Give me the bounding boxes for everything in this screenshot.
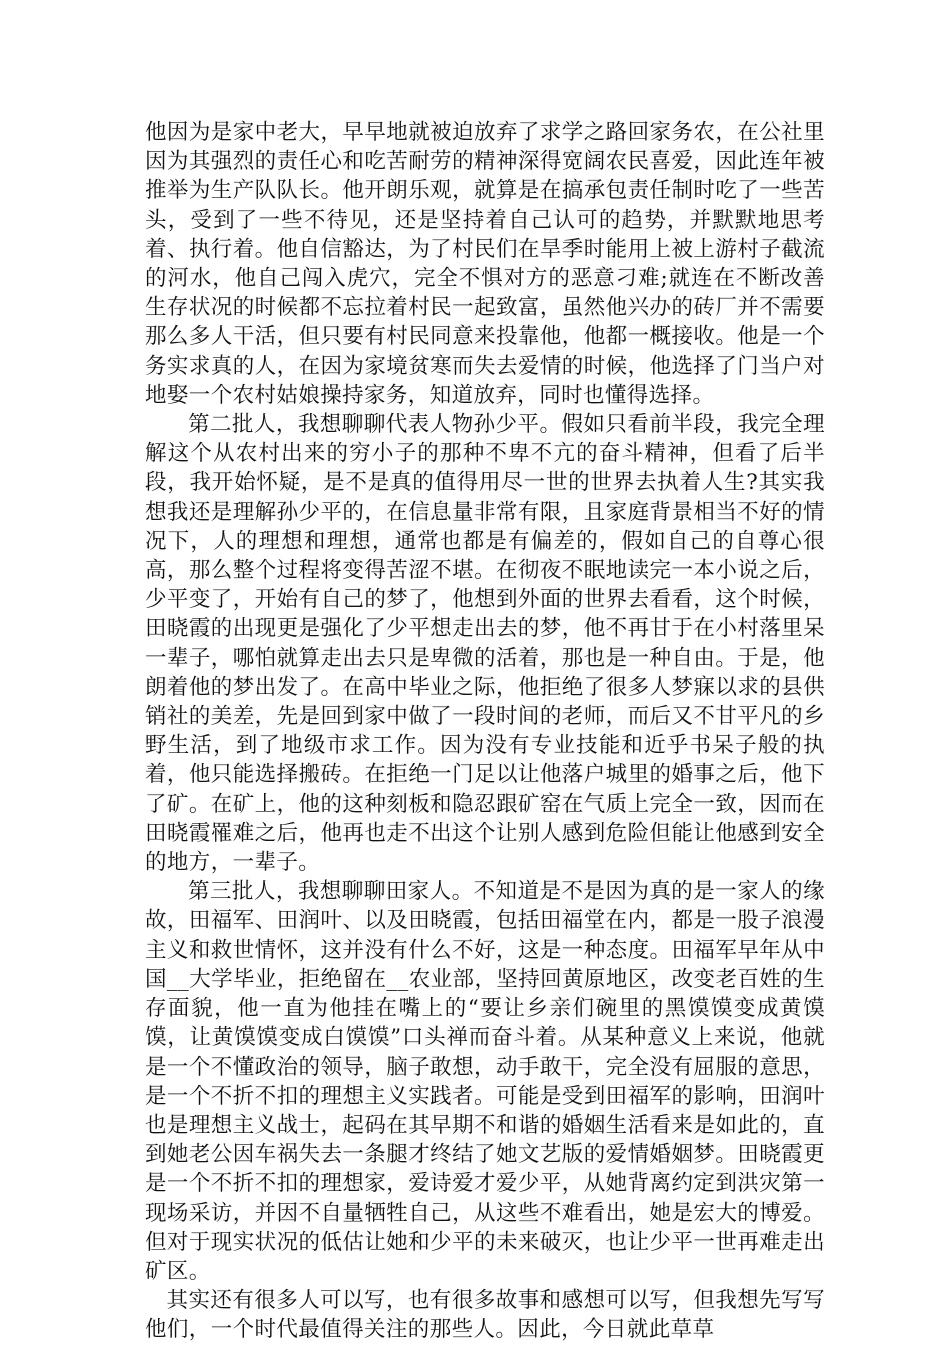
paragraph-1: 他因为是家中老大，早早地就被迫放弃了求学之路回家务农，在公社里因为其强烈的责任心和吃苦耐劳的精神深得宽阔农民喜爱，因此连年被推举为生产队队长。他开朗乐观，就算是在搞承包责任制时吃了一些苦头，受到了一些不待见，还是坚持着自己认可的趋势，并默默地思考着、执行着。他自信豁达，为了村民们在旱季时能用上被上游村子截流的河水，他自己闯入虎穴，完全不惧对方的恶意刁难;就连在不断改善生存状况的时候都不忘拉着村民一起致富，虽然他兴办的砖厂并不需要那么多人干活，但只要有村民同意来投靠他，他都一概接收。他是一个务实求真的人，在因为家境贫寒而失去爱情的时候，他选择了门当户对地娶一个农村姑娘操持家务，知道放弃，同时也懂得选择。 — [145, 120, 825, 408]
paragraph-2: 第二批人，我想聊聊代表人物孙少平。假如只看前半段，我完全理解这个从农村出来的穷小子的那种不卑不亢的奋斗精神，但看了后半段，我开始怀疑，是不是真的值得用尽一世的世界去执着人生?其实我想我还是理解孙少平的，在信息量非常有限，且家庭背景相当不好的情况下，人的理想和理想，通常也都是有偏差的，假如自己的自尊心很高，那么整个过程将变得苦涩不堪。在彻夜不眠地读完一本小说之后，少平变了，开始有自己的梦了，他想到外面的世界去看看，这个时候，田晓霞的出现更是强化了少平想走出去的梦，他不再甘于在小村落里呆一辈子，哪怕就算走出去只是卑微的活着，那也是一种自由。于是，他朗着他的梦出发了。在高中毕业之际，他拒绝了很多人梦寐以求的县供销社的美差，先是回到家中做了一段时间的老师，而后又不甘平凡的乡野生活，到了地级市求工作。因为没有专业技能和近乎书呆子般的执着，他只能选择搬砖。在拒绝一门足以让他落户城里的婚事之后，他下了矿。在矿上，他的这种刻板和隐忍跟矿窑在气质上完全一致，因而在田晓霞罹难之后，他再也走不出这个让别人感到危险但能让他感到安全的地方，一辈子。 — [145, 412, 825, 876]
paragraph-3: 第三批人，我想聊聊田家人。不知道是不是因为真的是一家人的缘故，田福军、田润叶、以及田晓霞，包括田福堂在内，都是一股子浪漫主义和救世情怀，这并没有什么不好，这是一种态度。田福军早年从中国__大学毕业，拒绝留在__农业部，坚持回黄原地区，改变老百姓的生存面貌，他一直为他挂在嘴上的“要让乡亲们碗里的黑馍馍变成黄馍馍，让黄馍馍变成白馍馍”口头禅而奋斗着。从某种意义上来说，他就是一个不懂政治的领导，脑子敢想，动手敢干，完全没有屈服的意思，是一个不折不扣的理想主义实践者。可能是受到田福军的影响，田润叶也是理想主义战士，起码在其早期不和谐的婚姻生活看来是如此的，直到她老公因车祸失去一条腿才终结了她文艺版的爱情婚姻梦。田晓霞更是一个不折不扣的理想家，爱诗爱才爱少平，从她背离约定到洪灾第一现场采访，并因不自量牺牲自己，从这些不难看出，她是宏大的博爱。但对于现实状况的低估让她和少平的未来破灭，也让少平一世再难走出矿区。 — [145, 879, 825, 1284]
paragraph-4: 其实还有很多人可以写，也有很多故事和感想可以写，但我想先写写他们，一个时代最值得关注的那些人。因此，今日就此草草 — [145, 1288, 825, 1343]
document-body — [145, 118, 825, 1345]
